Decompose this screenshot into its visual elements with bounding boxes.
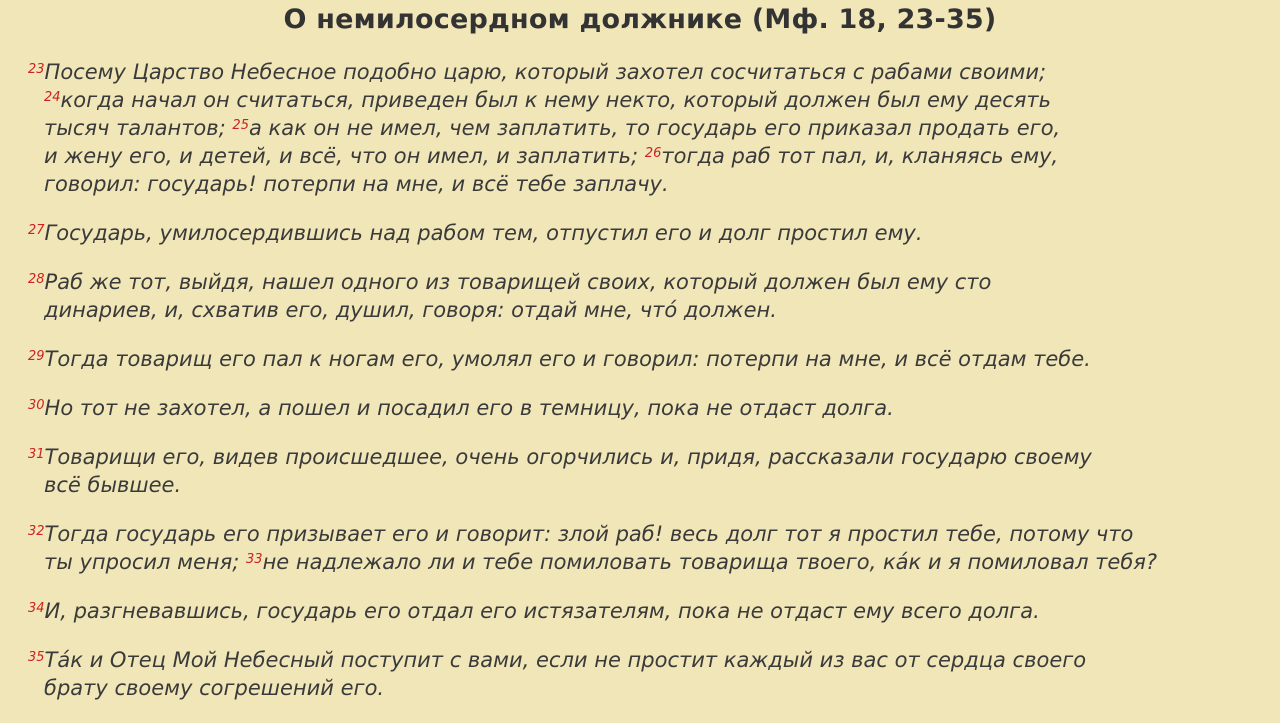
verse-text-28-line2: динариев, и, схватив его, душил, говоря: отдай мне, чтó должен. [44,298,777,322]
verse-text-27: Государь, умилосердившись над рабом тем, отпустил его и долг простил ему. [44,221,923,245]
verse-number-30: 30 [28,398,45,413]
page-title: О немилосердном должнике (Мф. 18, 23-35) [283,4,997,35]
paragraph-30 [28,394,1273,422]
verse-number-23: 23 [28,62,45,77]
verse-number-34: 34 [28,601,45,616]
verse-text-28-line1: Раб же тот, выйдя, нашел одного из товарищей своих, который должен был ему сто [44,270,992,294]
verse-number-29: 29 [28,349,45,364]
paragraph-23-26 [28,58,1273,198]
verse-number-35: 35 [28,650,45,665]
paragraph-27 [28,219,1273,247]
verse-text-24-line1: когда начал он считаться, приведен был к нему некто, который должен был ему десять [60,88,1052,112]
verse-number-26: 26 [644,146,662,161]
verse-text-26-line2: говорил: государь! потерпи на мне, и всё тебе заплачу. [44,172,669,196]
verse-list [28,58,1273,723]
verse-text-35-line1: Тáк и Отец Мой Небесный поступит с вами, если не простит каждый из вас от сердца своего [44,648,1087,672]
verse-number-31: 31 [28,447,45,462]
verse-text-26-line1: тогда раб тот пал, и, кланяясь ему, [661,144,1059,168]
verse-text-32-line1: Тогда государь его призывает его и говорит: злой раб! весь долг тот я простил тебе, потому что [44,522,1134,546]
verse-number-25: 25 [232,118,249,133]
verse-text-29: Тогда товарищ его пал к ногам его, умолял его и говорил: потерпи на мне, и всё отдам тебе. [44,347,1091,371]
verse-text-34: И, разгневавшись, государь его отдал его истязателям, пока не отдаст ему всего долга. [44,599,1040,623]
verse-text-31-line2: всё бывшее. [44,473,182,497]
verse-number-27: 27 [28,223,45,238]
verse-text-35-line2: брату своему согрешений его. [44,676,385,700]
verse-text-23: Посему Царство Небесное подобно царю, который захотел сосчитаться с рабами своими; [44,60,1047,84]
verse-number-33: 33 [246,552,263,567]
verse-text-24-line2: тысяч талантов; [44,116,226,140]
paragraph-34 [28,597,1273,625]
verse-text-25-line1: а как он не имел, чем заплатить, то государь его приказал продать его, [248,116,1061,140]
paragraph-31 [28,443,1273,499]
paragraph-32-33 [28,520,1273,576]
verse-text-30: Но тот не захотел, а пошел и посадил его в темницу, пока не отдаст долга. [44,396,894,420]
verse-number-32: 32 [28,524,45,539]
verse-number-24: 24 [44,90,61,105]
verse-text-32-line2: ты упросил меня; [44,550,240,574]
verse-text-31-line1: Товарищи его, видев происшедшее, очень огорчились и, придя, рассказали государю своему [44,445,1092,469]
paragraph-28 [28,268,1273,324]
paragraph-29 [28,345,1273,373]
paragraph-35 [28,646,1273,702]
verse-text-33: не надлежало ли и тебе помиловать товарища твоего, кáк и я помиловал тебя? [262,550,1158,574]
verse-text-25-line2: и жену его, и детей, и всё, что он имел, и заплатить; [44,144,639,168]
verse-number-28: 28 [28,272,45,287]
